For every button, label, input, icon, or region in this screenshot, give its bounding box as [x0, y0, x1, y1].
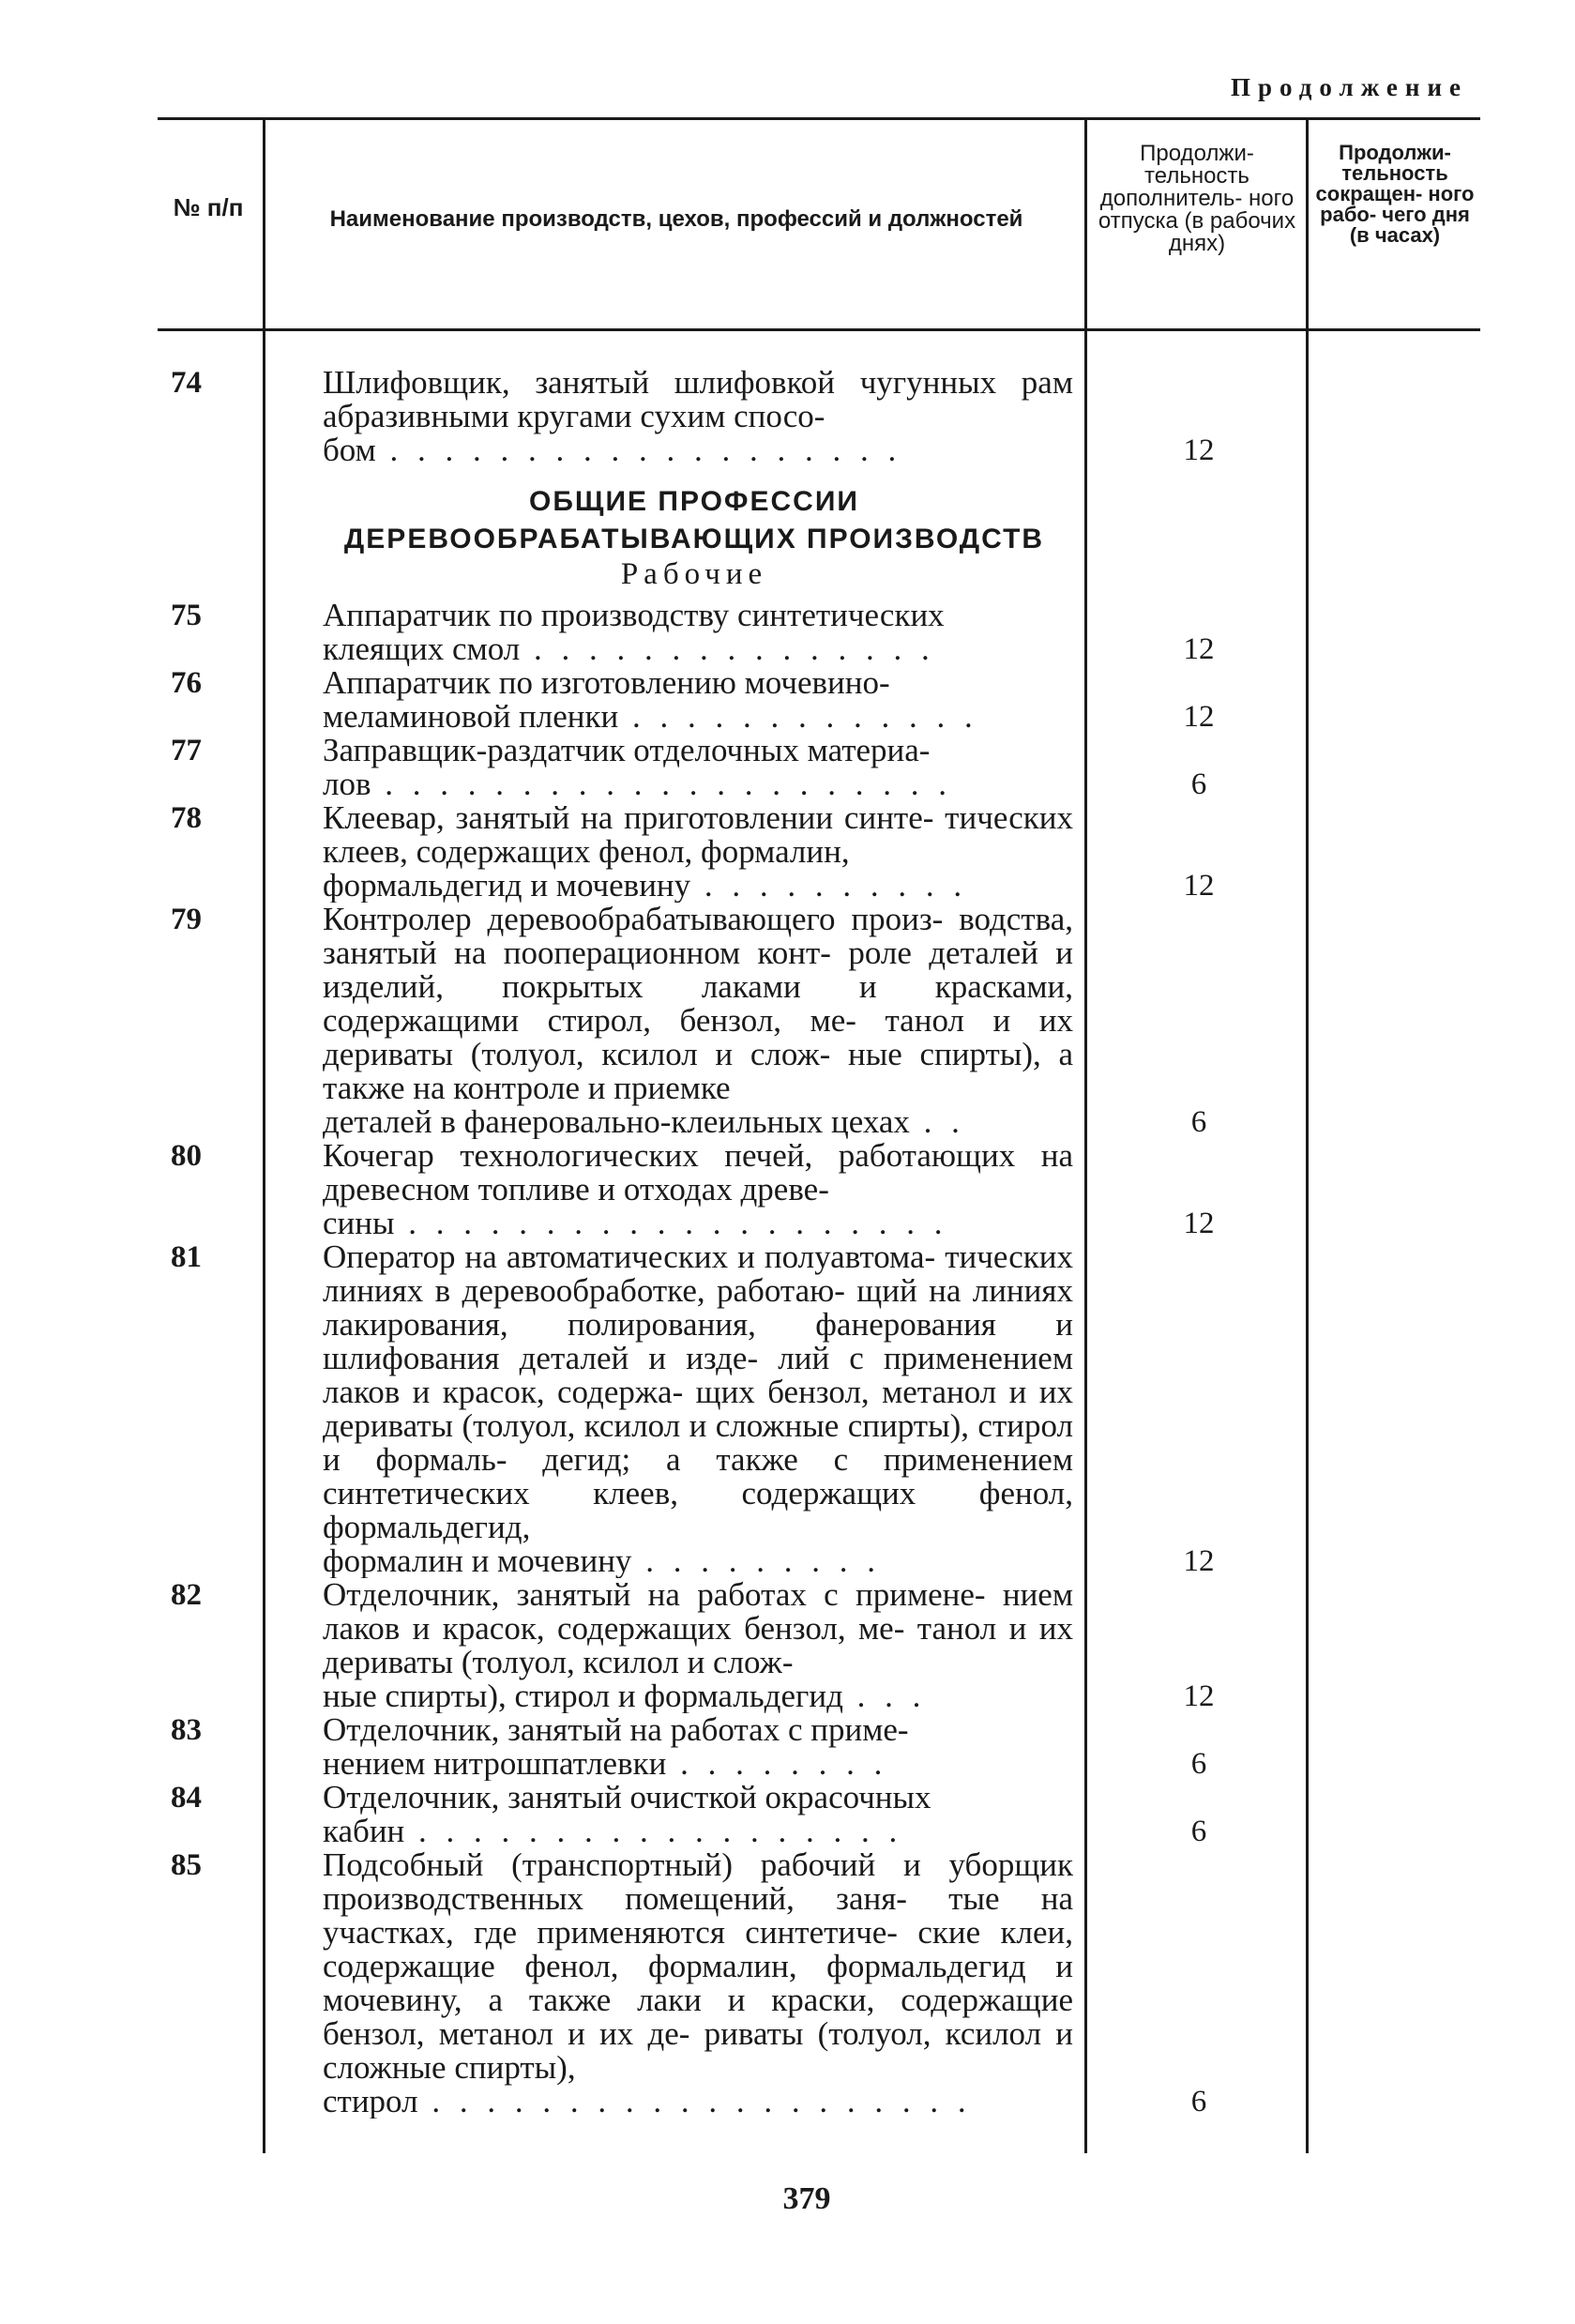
continued-label: Продолжение — [1231, 73, 1468, 101]
row-vacation-days: 12 — [1183, 1679, 1215, 1713]
row-vacation-days: 12 — [1183, 869, 1215, 903]
row-number: 82 — [171, 1578, 202, 1612]
row-vacation-days: 12 — [1183, 632, 1215, 666]
row-number: 81 — [171, 1240, 202, 1274]
section-subtitle: Рабочие — [620, 557, 768, 591]
row-vacation-days: 6 — [1190, 1105, 1207, 1139]
row-text: Отделочник, занятый на работах с приме- нением нитрошпатлевки . . . . . . . . — [323, 1711, 909, 1781]
row-text: Клеевар, занятый на приготовлении синте- тических клеев, содержащих фенол, формалин, формальдегид и мочевину . . . . . . . . . . — [323, 799, 1073, 903]
row-vacation-days: 6 — [1190, 1815, 1207, 1848]
table-header-rule — [158, 328, 1480, 331]
section-title-line1: ОБЩИЕ ПРОФЕССИИ — [529, 486, 859, 517]
row-text: Аппаратчик по производству синтетических клеящих смол . . . . . . . . . . . . . . . — [323, 597, 945, 666]
row-number: 77 — [171, 734, 202, 767]
row-number: 80 — [171, 1139, 202, 1173]
page-number: 379 — [782, 2181, 831, 2216]
row-text: Контролер деревообрабатывающего произ- водства, занятый на пооперационном конт- роле деталей и изделий, покрытых лаками и красками, содержащими стирол, бензол, ме- танол и их дериваты (толуол, ксилол и слож- ные спирты), а также на контроле и приемке деталей в фанеровально-клеильных цехах . . — [323, 901, 1073, 1139]
row-vacation-days: 12 — [1183, 433, 1215, 467]
row-text: Отделочник, занятый на работах с примене- нием лаков и красок, содержащих бензол, ме- танол и их дериваты (толуол, ксилол и слож- ные спирты), стирол и формальдегид . . . — [323, 1576, 1073, 1713]
row-number: 79 — [171, 903, 202, 936]
row-text: Шлифовщик, занятый шлифовкой чугунных рам абразивными кругами сухим спосо- бом . . . . . . . . . . . . . . . . . . . — [323, 364, 1073, 467]
row-text: Оператор на автоматических и полуавтома- тических линиях в деревообработке, работаю- щий на линиях лакирования, полирования, фанерования и шлифования деталей и изде- лий с применением лаков и красок, содержа- щих бензол, метанол и их дериваты (толуол, ксилол и сложные спирты), стирол и формаль- дегид; а также с применением синтетических клеев, содержащих фенол, формальдегид, формалин и мочевину . . . . . . . . . — [323, 1238, 1073, 1578]
column-divider-name — [1084, 117, 1087, 2153]
row-number: 75 — [171, 599, 202, 632]
row-text: Заправщик-раздатчик отделочных материа- лов . . . . . . . . . . . . . . . . . . . . . — [323, 732, 952, 801]
row-vacation-days: 12 — [1183, 1207, 1215, 1240]
row-vacation-days: 6 — [1190, 767, 1207, 801]
row-vacation-days: 6 — [1190, 2085, 1207, 2119]
row-text: Кочегар технологических печей, работающих на древесном топливе и отходах древе- сины . . . . . . . . . . . . . . . . . . . . — [323, 1137, 1073, 1240]
row-number: 84 — [171, 1781, 202, 1815]
row-vacation-days: 12 — [1183, 700, 1215, 734]
row-text: Отделочник, занятый очисткой окрасочных кабин . . . . . . . . . . . . . . . . . . — [323, 1779, 931, 1848]
header-short-day: Продолжи- тельность сокращен- ного рабо- чего дня (в часах) — [1315, 141, 1475, 247]
row-number: 76 — [171, 666, 202, 700]
header-vacation: Продолжи- тельность дополнитель- ного отпуска (в рабочих днях) — [1098, 141, 1296, 256]
row-text: Аппаратчик по изготовлению мочевино- меламиновой пленки . . . . . . . . . . . . . — [323, 664, 978, 734]
row-number: 83 — [171, 1713, 202, 1747]
header-num: № п/п — [173, 193, 244, 221]
column-divider-num — [263, 117, 265, 2153]
row-text: Подсобный (транспортный) рабочий и уборщик производственных помещений, заня- тые на участках, где применяются синтетиче- ские клеи, содержащие фенол, формалин, формальдегид и мочевину, а также лаки и краски, содержащие бензол, метанол и их де- риваты (толуол, ксилол и сложные спирты), стирол . . . . . . . . . . . . . . . . . . . . — [323, 1846, 1073, 2119]
row-vacation-days: 12 — [1183, 1544, 1215, 1578]
row-number: 85 — [171, 1848, 202, 1882]
table-top-rule — [158, 117, 1480, 120]
row-number: 78 — [171, 801, 202, 835]
row-number: 74 — [171, 366, 202, 400]
row-vacation-days: 6 — [1190, 1747, 1207, 1781]
column-divider-vacation — [1306, 117, 1309, 2153]
header-name: Наименование производств, цехов, профессий и должностей — [329, 206, 1023, 232]
section-title-line2: ДЕРЕВООБРАБАТЫВАЮЩИХ ПРОИЗВОДСТВ — [343, 524, 1045, 554]
